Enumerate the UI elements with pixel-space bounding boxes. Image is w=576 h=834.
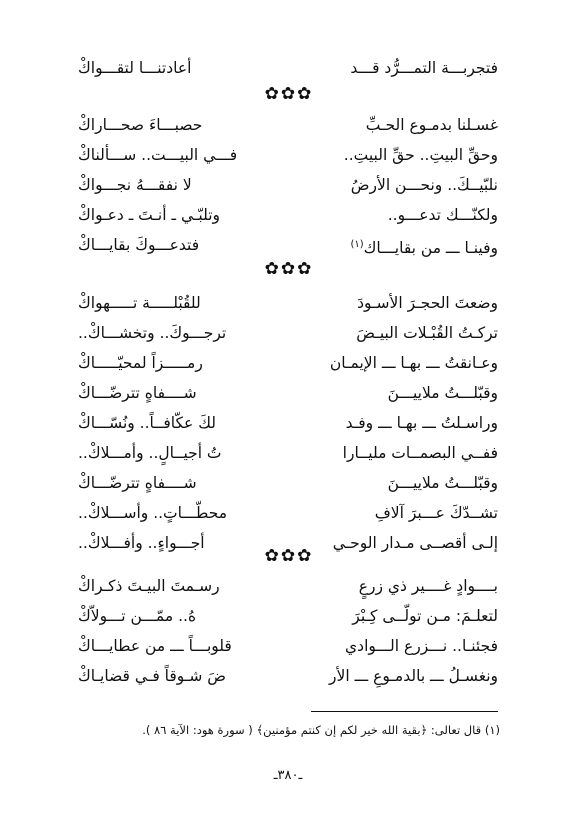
second-hemistich: محطّـــاتٍ.. وأســـلاكْ..	[78, 504, 228, 522]
first-hemistich: تشــدّكَ عـــبرَ آلافِ	[374, 504, 498, 522]
verse-line	[78, 603, 498, 629]
verse-line	[78, 142, 498, 168]
second-hemistich: تُ أجيــالٍ.. وأمـــلاكْ..	[78, 444, 222, 462]
first-hemistich: غسـلنا بدمـوع الحـبِّ	[365, 116, 498, 134]
verse-line	[78, 633, 498, 659]
first-hemistich: لتعلـمَ: مـن تولّــى كِـبْرَ	[352, 607, 498, 625]
second-hemistich: أجـــواءٍ.. وأفـــلاكْ..	[78, 534, 205, 552]
verse-line	[78, 55, 498, 81]
second-hemistich: هُ.. ممّـــن تـــولاّكْ	[78, 607, 197, 625]
second-hemistich: رسـمتَ البيـتَ ذكـراكْ	[78, 577, 220, 595]
first-hemistich: فجئنـا.. نـــزرع الـــوادي	[345, 637, 498, 655]
second-hemistich: فتدعـــوكَ بقايـــاكْ	[78, 236, 200, 254]
first-hemistich: وعـانقتُ ـــ بهـا ـــ الإيمـان	[329, 354, 498, 372]
second-hemistich: للقُبْلـــــة تـــــهواكْ	[78, 294, 201, 312]
second-hemistich: أعادتنـــا لتقـــواكْ	[78, 59, 192, 77]
first-hemistich: وقبّلـــتُ ملاييـــنَ	[387, 474, 498, 492]
verse-line	[78, 573, 498, 599]
second-hemistich: فـــي البيـــت.. ســـألناكْ	[78, 146, 238, 164]
first-hemistich: تركـتُ القُبْـلات البيـضَ	[356, 324, 498, 342]
verse-line	[78, 380, 498, 406]
first-hemistich: وضعتَ الحجـرَ الأسـودَ	[357, 294, 498, 312]
flower-ornament-icon: ✿	[280, 546, 296, 566]
verse-line	[78, 470, 498, 496]
first-hemistich: وقبّلـــتُ ملاييـــنَ	[387, 384, 498, 402]
first-hemistich: ففــي البصمــات مليــارا	[342, 444, 498, 462]
flower-ornament-icon: ✿	[264, 259, 279, 279]
second-hemistich: لكَ عكّافــاً.. ونُسّـــاكْ	[78, 414, 216, 432]
second-hemistich: وتلبّـي ـ أنـتَ ـ دعـواكْ	[78, 206, 221, 224]
second-hemistich: شــــفاهٍ تترضّـــاكْ	[78, 474, 197, 492]
first-hemistich: ولكنّـــك تدعـــو..	[387, 206, 498, 224]
second-hemistich: شــــفاهٍ تترضّـــاكْ	[78, 384, 197, 402]
verse-line	[78, 112, 498, 138]
first-hemistich: بــــوادٍ غــــير ذي زرعٍ	[358, 577, 498, 595]
verse-line	[78, 320, 498, 346]
footnote-separator	[311, 711, 498, 712]
flower-ornament-icon: ✿	[264, 546, 279, 566]
flower-ornament-icon: ✿	[264, 84, 279, 104]
stanza-divider-ornament	[0, 546, 576, 566]
flower-ornament-icon: ✿	[297, 84, 312, 104]
verse-line	[78, 202, 498, 228]
second-hemistich: لا نفقـــهُ نجـــواكْ	[78, 176, 192, 194]
flower-ornament-icon: ✿	[297, 259, 312, 279]
first-hemistich: ونغسـلُ ـــ بالدمـوعِ ـــ الأر	[329, 667, 498, 685]
second-hemistich: ترجـــوكَ.. وتخشـــاكْ..	[78, 324, 227, 342]
first-hemistich: إلـى أقصــى مـدار الوحـي	[332, 534, 498, 552]
verse-line	[78, 290, 498, 316]
second-hemistich: ضَ شـوقاً فـي قضايـاكْ	[78, 667, 226, 685]
second-hemistich: رمـــــزاً لمحيّـــــاكْ	[78, 354, 203, 372]
verse-line	[78, 172, 498, 198]
flower-ornament-icon: ✿	[297, 546, 312, 566]
flower-ornament-icon: ✿	[280, 84, 296, 104]
verse-line	[78, 440, 498, 466]
verse-line	[78, 232, 498, 258]
second-hemistich: قلوبـــاً ـــ من عطايـــاكْ	[78, 637, 232, 655]
page-number: ـ٣٨٠ـ	[273, 768, 303, 783]
footnote-marker: (١)	[350, 239, 364, 250]
second-hemistich: حصبـــاءَ صحـــاراكْ	[78, 116, 203, 134]
first-hemistich: وحقِّ البيتِ.. حقِّ البيتِ..	[343, 146, 498, 164]
verse-line	[78, 500, 498, 526]
verse-line	[78, 350, 498, 376]
stanza-divider-ornament	[0, 259, 576, 279]
first-hemistich: وفينـا ـــ من بقايـــاك$^{(١)}$	[350, 239, 498, 258]
verse-line	[78, 663, 498, 689]
stanza-divider-ornament	[0, 84, 576, 104]
first-hemistich: فتجربـــة التمـــرُّد قـــد	[350, 59, 498, 77]
flower-ornament-icon: ✿	[280, 259, 296, 279]
first-hemistich: نلبّيــكَ.. ونحـــن الأرضُ	[350, 176, 498, 194]
verse-line	[78, 410, 498, 436]
footnote-text: (١) قال تعالى: ﴿بقية الله خير لكم إن كنتم مؤمنين﴾ ( سورة هود: الآية ٨٦ ).	[142, 723, 500, 737]
first-hemistich: وراسـلتُ ـــ بهـا ـــ وفـد	[345, 414, 498, 432]
